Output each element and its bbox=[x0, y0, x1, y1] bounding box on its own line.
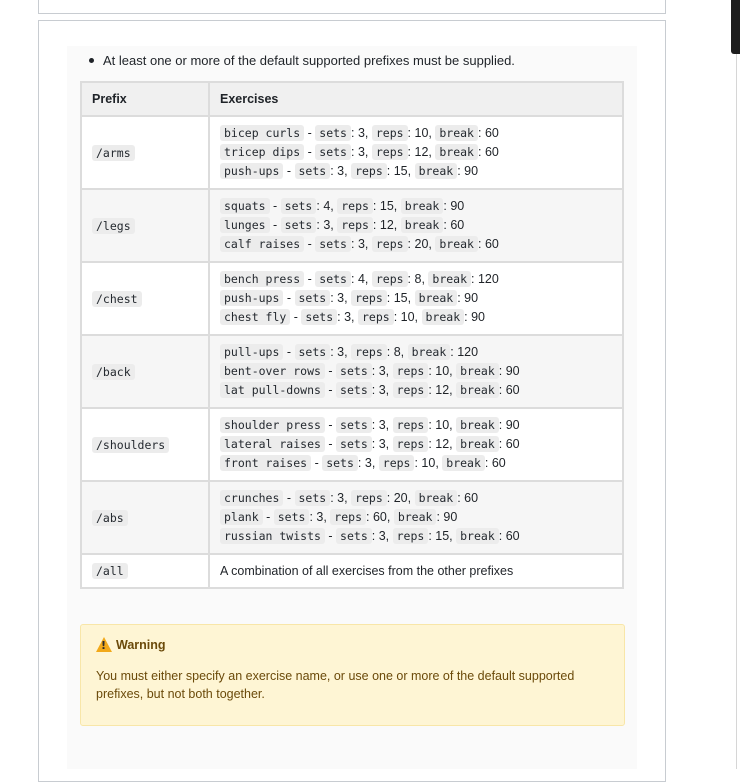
exercise-name-code: lat pull-downs bbox=[220, 382, 325, 398]
colon: : bbox=[464, 310, 472, 325]
colon: : bbox=[316, 217, 324, 232]
exercise-name-code: push-ups bbox=[220, 163, 283, 179]
exercise-name-code: lateral raises bbox=[220, 436, 325, 452]
separator-dash: - bbox=[324, 529, 337, 544]
break-value: 90 bbox=[471, 310, 485, 325]
reps-value: 12 bbox=[379, 217, 394, 232]
warning-title bbox=[96, 637, 166, 652]
reps-value: 10 bbox=[421, 456, 436, 471]
side-panel-edge bbox=[731, 0, 740, 54]
comma: , bbox=[393, 217, 401, 232]
break-value: 90 bbox=[443, 509, 458, 524]
sets-value: 3 bbox=[378, 383, 386, 398]
prefix-code: /abs bbox=[92, 510, 128, 526]
prefix-code: /arms bbox=[92, 145, 135, 161]
exercises-cell bbox=[209, 262, 623, 335]
colon: : bbox=[407, 125, 415, 140]
colon: : bbox=[350, 144, 358, 159]
break-label: break bbox=[415, 163, 458, 179]
reps-value: 10 bbox=[414, 125, 429, 140]
colon: : bbox=[436, 509, 444, 524]
reps-label: reps bbox=[379, 455, 415, 471]
comma: , bbox=[449, 436, 457, 451]
reps-value: 60 bbox=[372, 509, 387, 524]
reps-value: 20 bbox=[414, 237, 429, 252]
prefix-cell bbox=[81, 554, 209, 588]
exercises-cell bbox=[209, 116, 623, 189]
separator-dash: - bbox=[269, 198, 281, 213]
colon: : bbox=[407, 271, 415, 286]
exercise-line bbox=[220, 416, 622, 435]
colon: : bbox=[414, 456, 422, 471]
colon: : bbox=[371, 363, 379, 378]
exercise-line bbox=[220, 143, 622, 162]
sets-value: 3 bbox=[378, 436, 386, 451]
separator-dash: - bbox=[304, 237, 316, 252]
exercise-name-code: crunches bbox=[220, 490, 283, 506]
exercise-name-code: tricep dips bbox=[220, 144, 304, 160]
colon: : bbox=[498, 383, 506, 398]
break-value: 90 bbox=[450, 198, 465, 213]
warning-icon bbox=[96, 637, 112, 652]
colon: : bbox=[407, 144, 415, 159]
sets-label: sets bbox=[281, 198, 317, 214]
break-label: break bbox=[456, 382, 499, 398]
break-label: break bbox=[435, 144, 478, 160]
break-value: 60 bbox=[505, 529, 520, 544]
exercises-cell bbox=[209, 189, 623, 262]
sets-value: 3 bbox=[378, 529, 386, 544]
sets-value: 3 bbox=[357, 237, 365, 252]
sets-label: sets bbox=[301, 309, 337, 325]
comma: , bbox=[421, 271, 429, 286]
all-description: A combination of all exercises from the other prefixes bbox=[209, 554, 623, 588]
sets-label: sets bbox=[322, 455, 358, 471]
colon: : bbox=[371, 383, 379, 398]
reps-value: 12 bbox=[435, 383, 450, 398]
colon: : bbox=[386, 344, 394, 359]
comma: , bbox=[344, 344, 352, 359]
comma: , bbox=[449, 529, 457, 544]
bullet-text: At least one or more of the default supported prefixes must be supplied. bbox=[103, 53, 515, 68]
comma: , bbox=[344, 164, 352, 179]
comma: , bbox=[435, 456, 443, 471]
comma: , bbox=[385, 529, 393, 544]
colon: : bbox=[428, 383, 436, 398]
table-row bbox=[81, 481, 623, 554]
colon: : bbox=[316, 198, 324, 213]
sets-label: sets bbox=[295, 490, 331, 506]
colon: : bbox=[350, 125, 358, 140]
comma: , bbox=[351, 310, 358, 325]
separator-dash: - bbox=[324, 436, 337, 451]
separator-dash: - bbox=[304, 125, 316, 140]
header-exercises: Exercises bbox=[209, 82, 623, 116]
warning-title-text: Warning bbox=[116, 637, 166, 652]
break-label: break bbox=[422, 309, 465, 325]
prefix-cell bbox=[81, 189, 209, 262]
previous-card-bottom bbox=[38, 0, 666, 14]
sets-label: sets bbox=[295, 344, 331, 360]
exercise-line bbox=[220, 454, 622, 473]
exercise-name-code: squats bbox=[220, 198, 270, 214]
sets-value: 3 bbox=[378, 417, 386, 432]
exercises-cell bbox=[209, 408, 623, 481]
exercise-line bbox=[220, 343, 622, 362]
break-label: break bbox=[428, 271, 471, 287]
sets-label: sets bbox=[315, 125, 351, 141]
separator-dash: - bbox=[324, 383, 337, 398]
colon: : bbox=[457, 164, 465, 179]
colon: : bbox=[484, 456, 492, 471]
bullet-dot-icon bbox=[89, 58, 94, 63]
sets-value: 3 bbox=[378, 363, 386, 378]
exercise-line bbox=[220, 162, 622, 181]
comma: , bbox=[364, 125, 372, 140]
break-value: 120 bbox=[477, 271, 499, 286]
reps-label: reps bbox=[372, 236, 408, 252]
exercise-line bbox=[220, 197, 622, 216]
exercises-table bbox=[80, 81, 624, 589]
break-label: break bbox=[415, 490, 458, 506]
reps-value: 12 bbox=[414, 144, 429, 159]
colon: : bbox=[371, 417, 379, 432]
separator-dash: - bbox=[283, 490, 295, 505]
reps-label: reps bbox=[337, 217, 373, 233]
colon: : bbox=[428, 417, 436, 432]
sets-label: sets bbox=[295, 290, 331, 306]
exercise-name-code: pull-ups bbox=[220, 344, 283, 360]
break-label: break bbox=[394, 509, 437, 525]
colon: : bbox=[386, 490, 394, 505]
colon: : bbox=[309, 509, 317, 524]
break-label: break bbox=[456, 528, 499, 544]
separator-dash: - bbox=[262, 509, 274, 524]
sets-label: sets bbox=[336, 436, 372, 452]
sets-label: sets bbox=[336, 382, 372, 398]
sets-value: 3 bbox=[357, 144, 365, 159]
table-row bbox=[81, 262, 623, 335]
prefix-cell bbox=[81, 262, 209, 335]
separator-dash: - bbox=[283, 290, 295, 305]
prefix-cell bbox=[81, 408, 209, 481]
break-value: 60 bbox=[450, 217, 465, 232]
exercises-cell bbox=[209, 481, 623, 554]
colon: : bbox=[428, 363, 436, 378]
colon: : bbox=[498, 436, 506, 451]
colon: : bbox=[330, 290, 338, 305]
separator-dash: - bbox=[324, 363, 337, 378]
warning-text: You must either specify an exercise name, or use one or more of the default supported prefixes, but not both together. bbox=[96, 669, 575, 701]
separator-dash: - bbox=[283, 344, 295, 359]
comma: , bbox=[407, 490, 415, 505]
comma: , bbox=[385, 363, 393, 378]
prefix-code: /back bbox=[92, 364, 135, 380]
exercise-line bbox=[220, 289, 622, 308]
colon: : bbox=[371, 436, 379, 451]
reps-value: 15 bbox=[379, 198, 394, 213]
sets-value: 3 bbox=[337, 290, 345, 305]
colon: : bbox=[330, 490, 338, 505]
reps-label: reps bbox=[351, 290, 387, 306]
colon: : bbox=[366, 509, 373, 524]
break-value: 90 bbox=[505, 417, 520, 432]
reps-value: 15 bbox=[393, 290, 408, 305]
exercises-cell bbox=[209, 335, 623, 408]
comma: , bbox=[449, 363, 457, 378]
sets-label: sets bbox=[336, 417, 372, 433]
colon: : bbox=[457, 290, 465, 305]
break-value: 90 bbox=[464, 290, 479, 305]
break-value: 60 bbox=[491, 456, 506, 471]
comma: , bbox=[414, 310, 422, 325]
separator-dash: - bbox=[269, 217, 281, 232]
exercise-name-code: plank bbox=[220, 509, 263, 525]
colon: : bbox=[498, 529, 506, 544]
separator-dash: - bbox=[324, 417, 337, 432]
sets-label: sets bbox=[315, 236, 351, 252]
reps-label: reps bbox=[393, 436, 429, 452]
break-label: break bbox=[456, 436, 499, 452]
reps-label: reps bbox=[393, 363, 429, 379]
reps-label: reps bbox=[393, 417, 429, 433]
colon: : bbox=[330, 344, 338, 359]
colon: : bbox=[498, 363, 506, 378]
comma: , bbox=[364, 237, 372, 252]
reps-label: reps bbox=[351, 163, 387, 179]
break-value: 60 bbox=[484, 144, 499, 159]
reps-value: 15 bbox=[435, 529, 450, 544]
colon: : bbox=[386, 290, 394, 305]
reps-value: 10 bbox=[400, 310, 415, 325]
comma: , bbox=[449, 417, 457, 432]
comma: , bbox=[330, 217, 338, 232]
comma: , bbox=[385, 417, 393, 432]
exercise-name-code: russian twists bbox=[220, 528, 325, 544]
sets-value: 4 bbox=[357, 271, 365, 286]
sets-label: sets bbox=[315, 144, 351, 160]
comma: , bbox=[407, 290, 415, 305]
break-label: break bbox=[415, 290, 458, 306]
comma: , bbox=[385, 383, 393, 398]
exercise-line bbox=[220, 527, 622, 546]
separator-dash: - bbox=[311, 456, 323, 471]
comma: , bbox=[428, 144, 436, 159]
break-label: break bbox=[408, 344, 451, 360]
comma: , bbox=[344, 490, 352, 505]
colon: : bbox=[457, 490, 465, 505]
comma: , bbox=[385, 436, 393, 451]
exercise-line bbox=[220, 270, 622, 289]
colon: : bbox=[330, 164, 338, 179]
break-value: 90 bbox=[464, 164, 479, 179]
colon: : bbox=[350, 271, 358, 286]
reps-label: reps bbox=[358, 309, 394, 325]
break-label: break bbox=[401, 198, 444, 214]
comma: , bbox=[364, 144, 372, 159]
exercise-name-code: chest fly bbox=[220, 309, 290, 325]
table-header-row bbox=[81, 82, 623, 116]
sets-label: sets bbox=[274, 509, 310, 525]
reps-label: reps bbox=[330, 509, 366, 525]
colon: : bbox=[450, 344, 458, 359]
break-label: break bbox=[442, 455, 485, 471]
reps-value: 10 bbox=[435, 417, 450, 432]
exercise-name-code: bent-over rows bbox=[220, 363, 325, 379]
bullet-item bbox=[89, 53, 515, 68]
header-prefix: Prefix bbox=[81, 82, 209, 116]
exercise-name-code: bicep curls bbox=[220, 125, 304, 141]
break-value: 60 bbox=[464, 490, 479, 505]
exercise-line bbox=[220, 216, 622, 235]
warning-callout bbox=[80, 624, 625, 726]
table-row bbox=[81, 335, 623, 408]
table-row bbox=[81, 116, 623, 189]
comma: , bbox=[428, 237, 436, 252]
sets-value: 3 bbox=[364, 456, 372, 471]
break-label: break bbox=[435, 236, 478, 252]
prefix-code: /legs bbox=[92, 218, 135, 234]
reps-value: 10 bbox=[435, 363, 450, 378]
table-row bbox=[81, 189, 623, 262]
exercise-line bbox=[220, 308, 622, 327]
sets-value: 3 bbox=[337, 344, 345, 359]
exercise-name-code: bench press bbox=[220, 271, 304, 287]
colon: : bbox=[477, 125, 485, 140]
sets-value: 4 bbox=[323, 198, 331, 213]
comma: , bbox=[449, 383, 457, 398]
reps-label: reps bbox=[372, 271, 408, 287]
table-row bbox=[81, 408, 623, 481]
sets-label: sets bbox=[281, 217, 317, 233]
reps-label: reps bbox=[351, 490, 387, 506]
prefix-cell bbox=[81, 481, 209, 554]
exercise-line bbox=[220, 362, 622, 381]
sets-value: 3 bbox=[316, 509, 324, 524]
colon: : bbox=[372, 217, 380, 232]
sets-value: 3 bbox=[344, 310, 352, 325]
colon: : bbox=[371, 529, 379, 544]
colon: : bbox=[350, 237, 358, 252]
colon: : bbox=[393, 310, 401, 325]
reps-value: 8 bbox=[393, 344, 401, 359]
sets-label: sets bbox=[315, 271, 351, 287]
sets-value: 3 bbox=[337, 164, 345, 179]
break-value: 60 bbox=[484, 125, 499, 140]
exercise-line bbox=[220, 235, 622, 254]
prefix-cell bbox=[81, 116, 209, 189]
reps-label: reps bbox=[393, 382, 429, 398]
break-label: break bbox=[456, 417, 499, 433]
colon: : bbox=[337, 310, 345, 325]
comma: , bbox=[371, 456, 379, 471]
prefix-code: /chest bbox=[92, 291, 142, 307]
comma: , bbox=[364, 271, 372, 286]
separator-dash: - bbox=[290, 310, 302, 325]
prefix-code: /all bbox=[92, 563, 128, 579]
reps-label: reps bbox=[372, 144, 408, 160]
colon: : bbox=[443, 217, 451, 232]
separator-dash: - bbox=[304, 144, 316, 159]
colon: : bbox=[357, 456, 365, 471]
colon: : bbox=[477, 237, 485, 252]
exercise-line bbox=[220, 435, 622, 454]
break-label: break bbox=[435, 125, 478, 141]
sets-value: 3 bbox=[323, 217, 331, 232]
reps-value: 8 bbox=[414, 271, 422, 286]
comma: , bbox=[344, 290, 352, 305]
break-label: break bbox=[456, 363, 499, 379]
exercise-line bbox=[220, 489, 622, 508]
break-value: 60 bbox=[484, 237, 499, 252]
exercise-name-code: lunges bbox=[220, 217, 270, 233]
comma: , bbox=[407, 164, 415, 179]
sets-value: 3 bbox=[357, 125, 365, 140]
table-row bbox=[81, 554, 623, 588]
separator-dash: - bbox=[283, 164, 295, 179]
scrollbar-track[interactable] bbox=[736, 54, 737, 769]
prefix-code: /shoulders bbox=[92, 437, 169, 453]
colon: : bbox=[386, 164, 394, 179]
break-value: 60 bbox=[505, 436, 520, 451]
break-value: 120 bbox=[457, 344, 479, 359]
reps-value: 12 bbox=[435, 436, 450, 451]
sets-label: sets bbox=[336, 528, 372, 544]
break-label: break bbox=[401, 217, 444, 233]
exercise-line bbox=[220, 508, 622, 527]
break-value: 90 bbox=[505, 363, 520, 378]
reps-label: reps bbox=[372, 125, 408, 141]
reps-label: reps bbox=[337, 198, 373, 214]
exercise-line bbox=[220, 124, 622, 143]
break-value: 60 bbox=[505, 383, 520, 398]
comma: , bbox=[323, 509, 331, 524]
colon: : bbox=[498, 417, 506, 432]
comma: , bbox=[393, 198, 401, 213]
reps-label: reps bbox=[393, 528, 429, 544]
comma: , bbox=[428, 125, 436, 140]
comma: , bbox=[400, 344, 408, 359]
exercise-name-code: front raises bbox=[220, 455, 311, 471]
separator-dash: - bbox=[304, 271, 316, 286]
colon: : bbox=[407, 237, 415, 252]
exercise-name-code: calf raises bbox=[220, 236, 304, 252]
reps-value: 15 bbox=[393, 164, 408, 179]
colon: : bbox=[471, 271, 478, 286]
colon: : bbox=[443, 198, 451, 213]
reps-label: reps bbox=[351, 344, 387, 360]
sets-label: sets bbox=[295, 163, 331, 179]
exercise-name-code: shoulder press bbox=[220, 417, 325, 433]
comma: , bbox=[330, 198, 338, 213]
sets-value: 3 bbox=[337, 490, 345, 505]
exercise-line bbox=[220, 381, 622, 400]
sets-label: sets bbox=[336, 363, 372, 379]
comma: , bbox=[386, 509, 394, 524]
colon: : bbox=[428, 529, 436, 544]
colon: : bbox=[372, 198, 380, 213]
colon: : bbox=[428, 436, 436, 451]
colon: : bbox=[477, 144, 485, 159]
exercise-name-code: push-ups bbox=[220, 290, 283, 306]
prefix-cell bbox=[81, 335, 209, 408]
reps-value: 20 bbox=[393, 490, 408, 505]
